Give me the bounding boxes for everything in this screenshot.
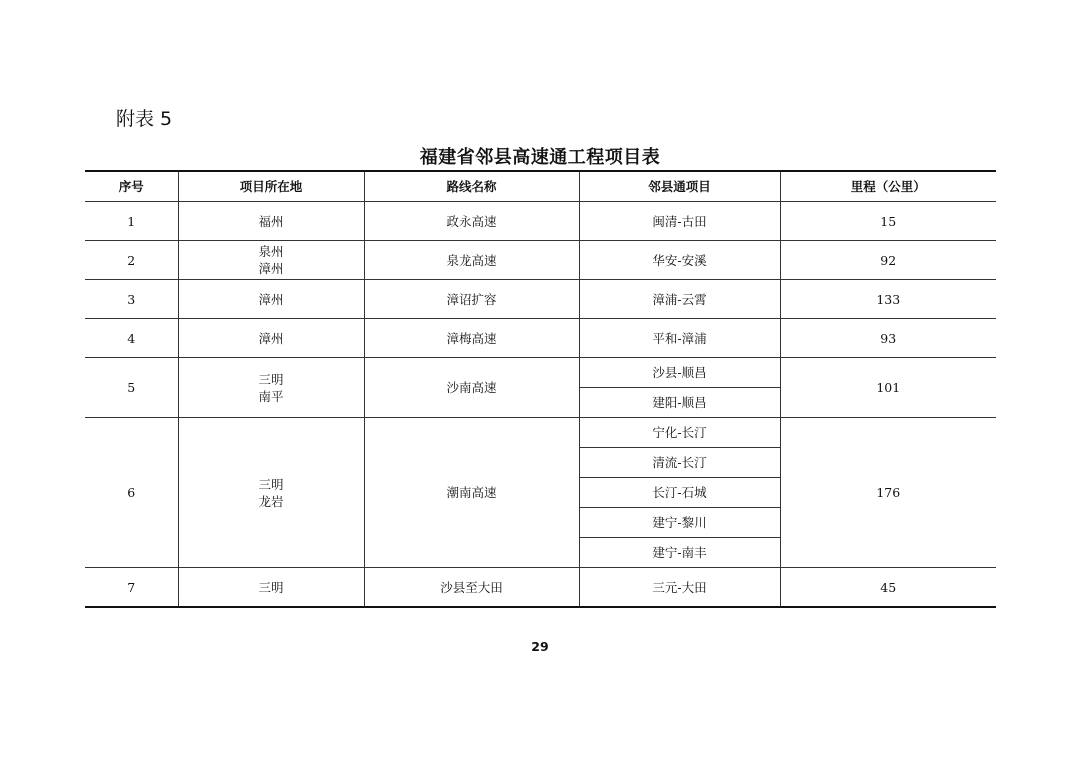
cell-no: 4	[85, 319, 178, 358]
table-header-row	[85, 171, 996, 202]
table-row	[85, 358, 996, 388]
header-region: 项目所在地	[178, 171, 364, 202]
cell-no: 2	[85, 241, 178, 280]
cell-route: 政永高速	[364, 202, 579, 241]
cell-project: 清流-长汀	[579, 448, 780, 478]
cell-route: 沙县至大田	[364, 568, 579, 608]
cell-km: 93	[780, 319, 996, 358]
cell-project: 建宁-南丰	[579, 538, 780, 568]
table-row	[85, 280, 996, 319]
cell-project: 建阳-顺昌	[579, 388, 780, 418]
cell-project: 平和-漳浦	[579, 319, 780, 358]
cell-project: 建宁-黎川	[579, 508, 780, 538]
cell-no: 3	[85, 280, 178, 319]
page-number: 29	[531, 639, 549, 654]
table-row	[85, 202, 996, 241]
cell-project: 三元-大田	[579, 568, 780, 608]
cell-region: 泉州 漳州	[178, 241, 364, 280]
cell-km: 92	[780, 241, 996, 280]
cell-no: 5	[85, 358, 178, 418]
cell-km: 101	[780, 358, 996, 418]
cell-project: 闽清-古田	[579, 202, 780, 241]
appendix-label: 附表 5	[116, 108, 173, 130]
cell-route: 漳诏扩容	[364, 280, 579, 319]
table-row	[85, 241, 996, 280]
cell-km: 176	[780, 418, 996, 568]
table-title: 福建省邻县高速通工程项目表	[419, 147, 661, 168]
cell-route: 泉龙高速	[364, 241, 579, 280]
header-no: 序号	[85, 171, 178, 202]
cell-region: 三明 龙岩	[178, 418, 364, 568]
cell-no: 6	[85, 418, 178, 568]
cell-region: 三明 南平	[178, 358, 364, 418]
cell-km: 15	[780, 202, 996, 241]
cell-region: 福州	[178, 202, 364, 241]
cell-project: 长汀-石城	[579, 478, 780, 508]
project-table	[85, 170, 996, 608]
cell-region: 漳州	[178, 280, 364, 319]
cell-project: 漳浦-云霄	[579, 280, 780, 319]
cell-no: 7	[85, 568, 178, 608]
cell-project: 华安-安溪	[579, 241, 780, 280]
header-project: 邻县通项目	[579, 171, 780, 202]
table-row	[85, 418, 996, 448]
cell-project: 沙县-顺昌	[579, 358, 780, 388]
cell-route: 漳梅高速	[364, 319, 579, 358]
cell-region: 漳州	[178, 319, 364, 358]
cell-route: 沙南高速	[364, 358, 579, 418]
cell-km: 45	[780, 568, 996, 608]
header-km: 里程（公里）	[780, 171, 996, 202]
table-row	[85, 319, 996, 358]
cell-km: 133	[780, 280, 996, 319]
header-route: 路线名称	[364, 171, 579, 202]
cell-region: 三明	[178, 568, 364, 608]
cell-no: 1	[85, 202, 178, 241]
table-row	[85, 568, 996, 608]
cell-project: 宁化-长汀	[579, 418, 780, 448]
cell-route: 潮南高速	[364, 418, 579, 568]
